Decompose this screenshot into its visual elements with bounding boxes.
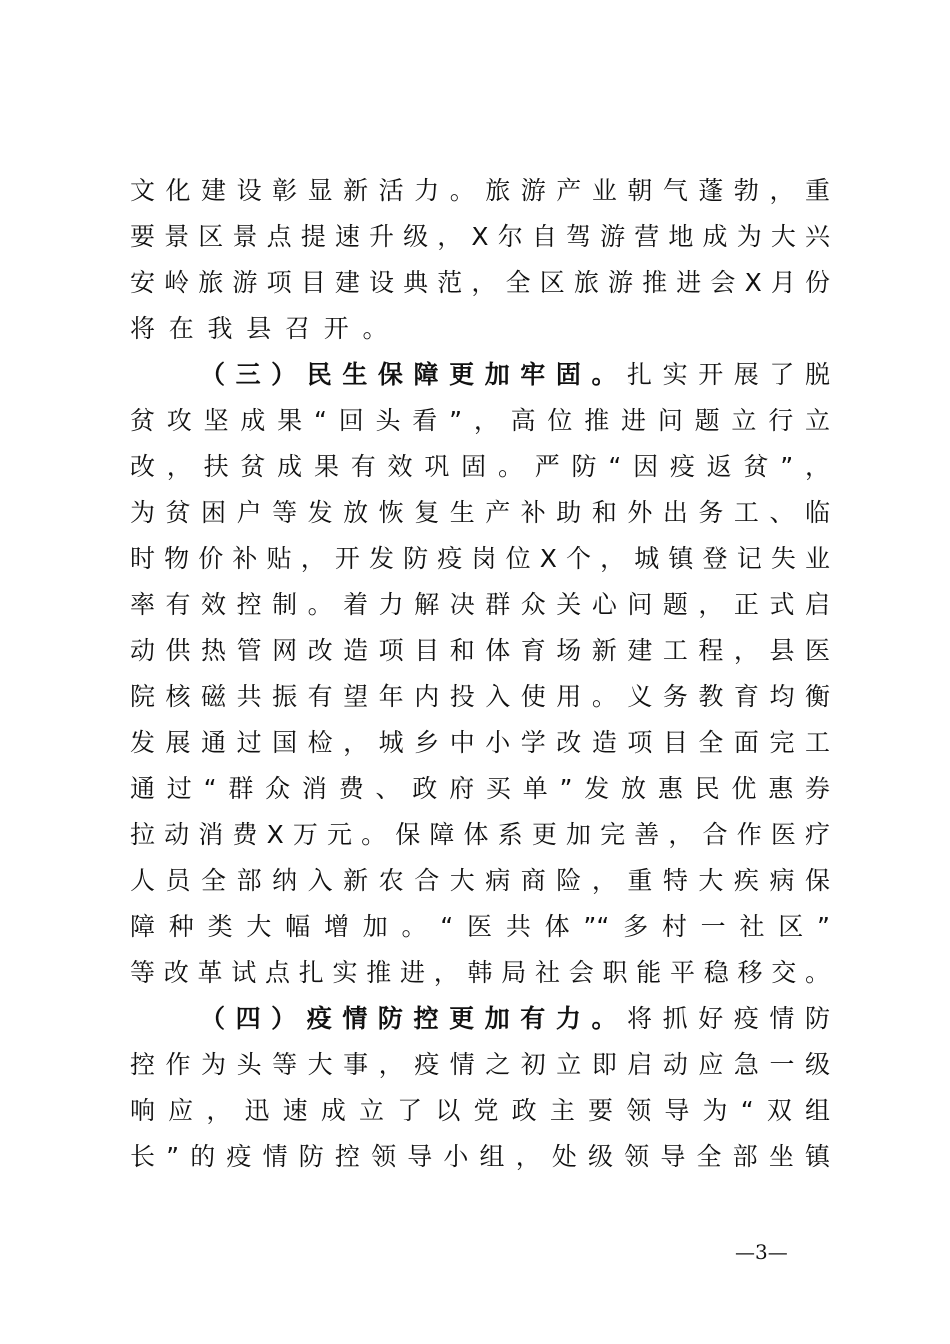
text-line: 控作为头等大事，疫情之初立即启动应急一级 xyxy=(130,1050,830,1079)
section-heading-line xyxy=(130,352,830,398)
text-line: 安岭旅游项目建设典范，全区旅游推进会X月份 xyxy=(130,268,830,297)
text-line: 率有效控制。着力解决群众关心问题，正式启 xyxy=(130,590,830,619)
text-line: 发展通过国检，城乡中小学改造项目全面完工 xyxy=(130,728,830,757)
text-line: 贫攻坚成果“回头看”，高位推进问题立行立 xyxy=(130,406,830,435)
section-heading-line xyxy=(130,996,830,1042)
text-line: 将在我县召开。 xyxy=(130,314,402,343)
body-text xyxy=(130,168,830,1180)
text-line: 院核磁共振有望年内投入使用。义务教育均衡 xyxy=(130,682,830,711)
text-line: 拉动消费X万元。保障体系更加完善，合作医疗 xyxy=(130,820,830,849)
text-line: 等改革试点扎实推进，韩局社会职能平稳移交。 xyxy=(130,958,830,987)
section-heading: （四）疫情防控更加有力。 xyxy=(200,1004,628,1033)
text-run: 扎实开展了脱 xyxy=(627,360,830,389)
text-line: 为贫困户等发放恢复生产补助和外出务工、临 xyxy=(130,498,830,527)
text-line: 障种类大幅增加。“医共体”“多村一社区” xyxy=(130,912,830,941)
text-run: 将抓好疫情防 xyxy=(627,1004,830,1033)
page-number: —3— xyxy=(735,1240,788,1264)
text-line: 响应，迅速成立了以党政主要领导为“双组 xyxy=(130,1096,830,1125)
text-line: 长”的疫情防控领导小组，处级领导全部坐镇 xyxy=(130,1142,830,1171)
text-line: 文化建设彰显新活力。旅游产业朝气蓬勃，重 xyxy=(130,176,830,205)
text-line: 人员全部纳入新农合大病商险，重特大疾病保 xyxy=(130,866,830,895)
section-heading: （三）民生保障更加牢固。 xyxy=(200,360,628,389)
text-line: 动供热管网改造项目和体育场新建工程，县医 xyxy=(130,636,830,665)
text-line: 通过“群众消费、政府买单”发放惠民优惠券 xyxy=(130,774,830,803)
text-line: 要景区景点提速升级，X尔自驾游营地成为大兴 xyxy=(130,222,830,251)
text-line: 时物价补贴，开发防疫岗位X个，城镇登记失业 xyxy=(130,544,830,573)
text-line: 改，扶贫成果有效巩固。严防“因疫返贫”， xyxy=(130,452,830,481)
